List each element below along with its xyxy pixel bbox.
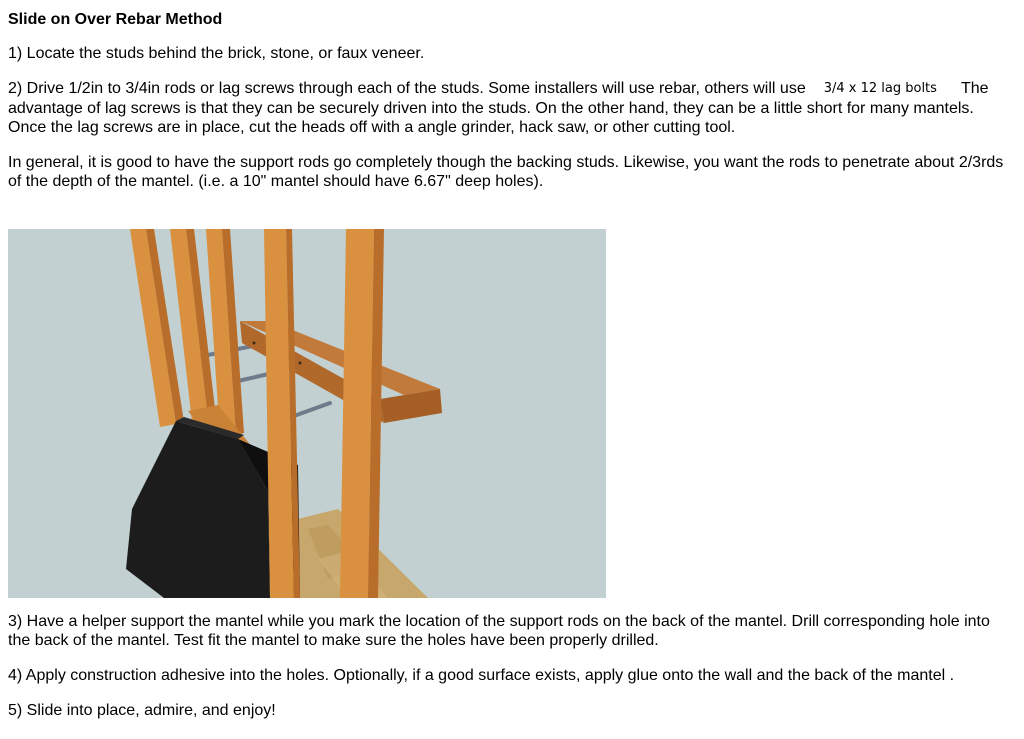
step-4: 4) Apply construction adhesive into the holes. Optionally, if a good surface exists, apply glue onto the wall and the back of the mantel . <box>8 667 955 684</box>
step-2 <box>8 79 1008 137</box>
illustration-svg <box>8 229 606 598</box>
step-3: 3) Have a helper support the mantel while you mark the location of the support rods on the back of the mantel. Drill corresponding hole into the back of the mantel. Test fit the mantel to make sure the holes have been properly drilled. <box>8 613 990 649</box>
steps-lower <box>8 612 1008 736</box>
mantel-illustration <box>8 229 606 598</box>
step-2-text-a: 2) Drive 1/2in to 3/4in rods or lag screws through each of the studs. Some installers will use rebar, others will use <box>8 80 806 97</box>
lag-bolts-label: 3/4 x 12 lag bolts <box>806 79 961 98</box>
general-note: In general, it is good to have the support rods go completely though the backing studs. Likewise, you want the rods to penetrate about 2/3rds of the depth of the mantel. (i.e. a 10" mantel should have 6.67" deep holes). <box>8 154 1004 190</box>
step-1: 1) Locate the studs behind the brick, stone, or faux veneer. <box>8 45 425 62</box>
step-5: 5) Slide into place, admire, and enjoy! <box>8 702 276 719</box>
article <box>8 10 1008 207</box>
step-2-text-b: The advantage of lag screws is that they can be securely driven into the studs. On the other hand, they can be a little short for many mantels. Once the lag screws are in place, cut the heads off with a angle grinder, hack saw, or other cutting tool. <box>8 80 989 136</box>
page-title: Slide on Over Rebar Method <box>8 11 223 28</box>
